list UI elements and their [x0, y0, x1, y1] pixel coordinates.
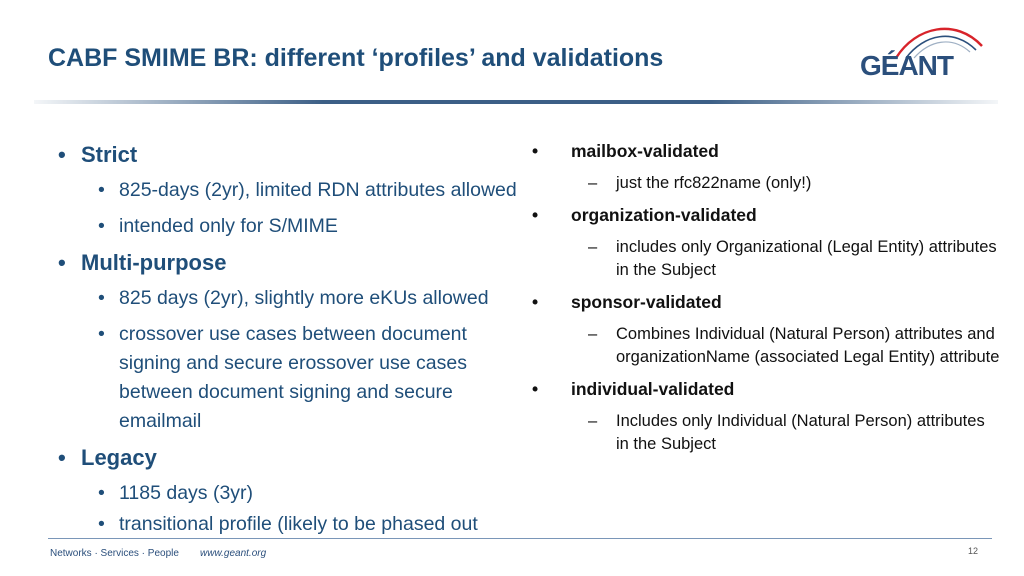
footer-divider [48, 538, 992, 539]
validation-detail [532, 323, 1002, 369]
list-item-text: 1185 days (3yr) [119, 482, 254, 504]
validation-detail-text: Includes only Individual (Natural Person) attributes in the Subject [616, 412, 985, 453]
validation-individual [532, 377, 1002, 456]
list-item [58, 176, 528, 205]
list-item [58, 320, 528, 436]
dash-marker: – [588, 238, 598, 256]
group-multi-purpose [58, 248, 528, 436]
group-heading-text: Legacy [81, 445, 157, 470]
bullet-dot: • [58, 445, 66, 470]
validation-heading-text: individual-validated [571, 379, 735, 399]
footer-url[interactable]: www.geant.org [200, 548, 267, 559]
list-item-text: 825 days (2yr), slightly more eKUs allowed [119, 287, 489, 309]
validation-mailbox [532, 139, 1002, 195]
bullet-dot: • [532, 292, 539, 312]
list-item [58, 212, 528, 241]
footer-tagline: Networks · Services · People [50, 548, 179, 559]
bullet-dot: • [532, 205, 539, 225]
bullet-dot: • [58, 250, 66, 275]
bullet-dot: • [98, 179, 105, 201]
list-item [58, 284, 528, 313]
bullet-dot: • [532, 141, 539, 161]
validation-detail-text: includes only Organizational (Legal Entity) attributes in the Subject [616, 238, 997, 279]
list-item-text: 825-days (2yr), limited RDN attributes allowed [119, 179, 517, 201]
page-number: 12 [968, 546, 979, 556]
bullet-dot: • [98, 513, 105, 535]
group-heading-text: Strict [81, 142, 138, 167]
right-column [532, 139, 1002, 464]
validation-heading-text: mailbox-validated [571, 141, 719, 161]
validation-detail-text: Combines Individual (Natural Person) attributes and organizationName (associated Legal Entity) attribute [616, 325, 1000, 366]
dash-marker: – [588, 174, 598, 192]
group-legacy [58, 443, 528, 539]
validation-heading [532, 203, 1002, 228]
bullet-dot: • [58, 142, 66, 167]
list-item-text: crossover use cases between document signing and secure erossover use cases between document signing and secure emailmail [119, 323, 467, 432]
list-item [58, 479, 528, 508]
validation-heading [532, 290, 1002, 315]
group-heading [58, 443, 528, 473]
validation-heading-text: sponsor-validated [571, 292, 722, 312]
group-heading-text: Multi-purpose [81, 250, 227, 275]
bullet-dot: • [98, 482, 105, 504]
dash-marker: – [588, 325, 598, 343]
left-column [58, 140, 528, 546]
validation-heading [532, 377, 1002, 402]
validation-detail-text: just the rfc822name (only!) [616, 174, 812, 192]
validation-sponsor [532, 290, 1002, 369]
bullet-dot: • [98, 323, 105, 345]
validation-organization [532, 203, 1002, 282]
validation-heading-text: organization-validated [571, 205, 757, 225]
group-heading [58, 140, 528, 170]
logo-text: GÉANT [860, 50, 953, 81]
slide-title: CABF SMIME BR: different ‘profiles’ and validations [48, 44, 664, 72]
dash-marker: – [588, 412, 598, 430]
bullet-dot: • [98, 215, 105, 237]
validation-detail [532, 410, 1002, 456]
group-heading [58, 248, 528, 278]
validation-detail [532, 236, 1002, 282]
bullet-dot: • [98, 287, 105, 309]
validation-heading [532, 139, 1002, 164]
validation-detail [532, 172, 1002, 195]
list-item-text: intended only for S/MIME [119, 215, 338, 237]
list-item-text: transitional profile (likely to be phased out [119, 513, 478, 535]
bullet-dot: • [532, 379, 539, 399]
title-underline [34, 100, 998, 104]
list-item [58, 510, 528, 539]
geant-logo [856, 20, 988, 82]
group-strict [58, 140, 528, 241]
